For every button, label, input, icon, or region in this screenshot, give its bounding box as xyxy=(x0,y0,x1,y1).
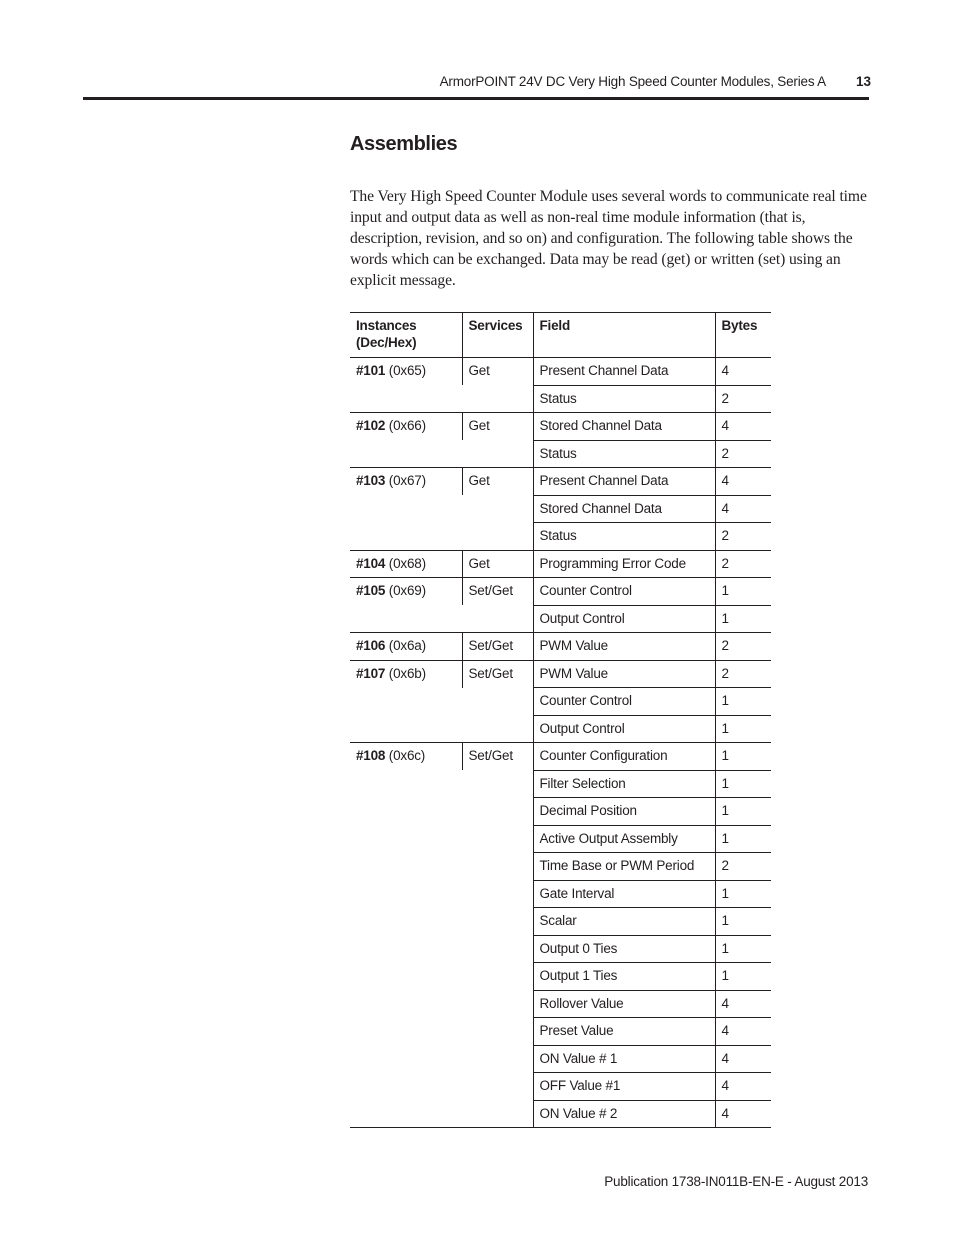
cell-instance xyxy=(350,633,462,661)
cell-field: Status xyxy=(533,440,715,468)
instance-hex: (0x67) xyxy=(388,473,426,488)
cell-field: Counter Control xyxy=(533,688,715,716)
cell-bytes: 1 xyxy=(715,935,771,963)
instance-number: #104 xyxy=(356,555,386,571)
table-row xyxy=(350,963,771,991)
table-row xyxy=(350,798,771,826)
cell-field: Active Output Assembly xyxy=(533,825,715,853)
cell-field: PWM Value xyxy=(533,660,715,688)
cell-bytes: 4 xyxy=(715,990,771,1018)
cell-bytes: 4 xyxy=(715,1073,771,1101)
cell-bytes: 2 xyxy=(715,633,771,661)
cell-field: Output Control xyxy=(533,605,715,633)
header-instances xyxy=(350,313,462,358)
cell-instance xyxy=(350,1018,462,1046)
table-row xyxy=(350,358,771,386)
instance-hex: (0x69) xyxy=(388,583,426,598)
running-header-title: ArmorPOINT 24V DC Very High Speed Counter Modules, Series A xyxy=(439,74,826,89)
cell-instance xyxy=(350,963,462,991)
page-number: 13 xyxy=(856,74,872,89)
table-row xyxy=(350,908,771,936)
cell-instance xyxy=(350,468,462,496)
table-row xyxy=(350,550,771,578)
cell-service: Get xyxy=(462,413,533,441)
instance-hex: (0x65) xyxy=(388,363,426,378)
cell-bytes: 1 xyxy=(715,825,771,853)
cell-service: Get xyxy=(462,468,533,496)
instance-number: #108 xyxy=(356,748,386,763)
cell-field: Counter Control xyxy=(533,578,715,606)
cell-field: Counter Configuration xyxy=(533,743,715,771)
cell-service xyxy=(462,523,533,551)
cell-instance xyxy=(350,358,462,386)
cell-bytes: 1 xyxy=(715,908,771,936)
cell-field: Status xyxy=(533,523,715,551)
cell-field: Output Control xyxy=(533,715,715,743)
instance-hex: (0x6b) xyxy=(388,665,426,681)
table-row xyxy=(350,633,771,661)
cell-service xyxy=(462,385,533,413)
instance-number: #107 xyxy=(356,665,386,681)
table-row xyxy=(350,880,771,908)
header-instances-line1: Instances xyxy=(356,318,417,333)
cell-bytes: 2 xyxy=(715,440,771,468)
cell-field: Time Base or PWM Period xyxy=(533,853,715,881)
instance-number: #102 xyxy=(356,418,386,433)
cell-field: Decimal Position xyxy=(533,798,715,826)
table-row xyxy=(350,1045,771,1073)
table-row xyxy=(350,1073,771,1101)
cell-service xyxy=(462,1100,533,1128)
table-row xyxy=(350,605,771,633)
header-field: Field xyxy=(533,313,715,358)
cell-instance xyxy=(350,935,462,963)
table-row xyxy=(350,770,771,798)
cell-field: Rollover Value xyxy=(533,990,715,1018)
cell-service xyxy=(462,1018,533,1046)
table-row xyxy=(350,440,771,468)
header-rule xyxy=(83,97,869,100)
cell-bytes: 2 xyxy=(715,523,771,551)
table-header-row xyxy=(350,313,771,358)
cell-instance xyxy=(350,578,462,606)
cell-bytes: 1 xyxy=(715,743,771,771)
instance-hex: (0x6a) xyxy=(388,638,426,653)
instance-number: #105 xyxy=(356,583,386,598)
instance-number: #106 xyxy=(356,638,386,653)
cell-instance xyxy=(350,1073,462,1101)
instance-number: #101 xyxy=(356,363,386,378)
cell-field: Stored Channel Data xyxy=(533,413,715,441)
table-row xyxy=(350,715,771,743)
cell-instance xyxy=(350,715,462,743)
cell-instance xyxy=(350,798,462,826)
cell-instance xyxy=(350,660,462,688)
cell-service: Get xyxy=(462,550,533,578)
intro-paragraph: The Very High Speed Counter Module uses several words to communicate real time input and output data as well as non-real time module information (that is, description, revision, and so on) and configuration. The following table shows the words which can be exchanged. Data may be read (get) or written (set) using an explicit message. xyxy=(350,188,867,289)
cell-field: Programming Error Code xyxy=(533,550,715,578)
cell-instance xyxy=(350,1045,462,1073)
assemblies-table xyxy=(350,312,771,1128)
table-row xyxy=(350,385,771,413)
cell-instance xyxy=(350,523,462,551)
cell-bytes: 2 xyxy=(715,550,771,578)
cell-bytes: 1 xyxy=(715,880,771,908)
cell-instance xyxy=(350,853,462,881)
cell-service: Set/Get xyxy=(462,660,533,688)
cell-instance xyxy=(350,688,462,716)
header-bytes: Bytes xyxy=(715,313,771,358)
header-services: Services xyxy=(462,313,533,358)
cell-bytes: 4 xyxy=(715,1100,771,1128)
cell-service xyxy=(462,990,533,1018)
table-row xyxy=(350,825,771,853)
cell-instance xyxy=(350,880,462,908)
instance-number: #103 xyxy=(356,473,386,488)
cell-instance xyxy=(350,825,462,853)
cell-service xyxy=(462,1073,533,1101)
cell-service xyxy=(462,605,533,633)
cell-field: ON Value # 1 xyxy=(533,1045,715,1073)
table-row xyxy=(350,990,771,1018)
cell-service xyxy=(462,880,533,908)
cell-service: Set/Get xyxy=(462,743,533,771)
cell-field: ON Value # 2 xyxy=(533,1100,715,1128)
table-row xyxy=(350,1018,771,1046)
cell-field: Filter Selection xyxy=(533,770,715,798)
cell-service xyxy=(462,688,533,716)
cell-bytes: 4 xyxy=(715,358,771,386)
table-row xyxy=(350,495,771,523)
cell-instance xyxy=(350,908,462,936)
instance-hex: (0x68) xyxy=(388,555,426,571)
cell-service: Set/Get xyxy=(462,633,533,661)
cell-bytes: 1 xyxy=(715,963,771,991)
table-row xyxy=(350,688,771,716)
table-row xyxy=(350,743,771,771)
cell-field: Scalar xyxy=(533,908,715,936)
header-instances-line2: (Dec/Hex) xyxy=(356,335,417,350)
cell-instance xyxy=(350,605,462,633)
cell-field: Preset Value xyxy=(533,1018,715,1046)
cell-bytes: 2 xyxy=(715,385,771,413)
cell-bytes: 1 xyxy=(715,770,771,798)
cell-instance xyxy=(350,413,462,441)
cell-field: Output 1 Ties xyxy=(533,963,715,991)
cell-bytes: 4 xyxy=(715,468,771,496)
cell-instance xyxy=(350,1100,462,1128)
cell-service xyxy=(462,495,533,523)
cell-instance xyxy=(350,550,462,578)
table-row xyxy=(350,523,771,551)
cell-service xyxy=(462,715,533,743)
table-row xyxy=(350,413,771,441)
cell-bytes: 1 xyxy=(715,578,771,606)
cell-bytes: 4 xyxy=(715,413,771,441)
table-row xyxy=(350,578,771,606)
cell-instance xyxy=(350,770,462,798)
cell-instance xyxy=(350,440,462,468)
table-row xyxy=(350,935,771,963)
cell-bytes: 2 xyxy=(715,660,771,688)
cell-field: Output 0 Ties xyxy=(533,935,715,963)
cell-service xyxy=(462,963,533,991)
table-row xyxy=(350,853,771,881)
table-row xyxy=(350,660,771,688)
cell-instance xyxy=(350,495,462,523)
instance-hex: (0x66) xyxy=(388,418,426,433)
cell-service: Set/Get xyxy=(462,578,533,606)
cell-field: Gate Interval xyxy=(533,880,715,908)
cell-service xyxy=(462,908,533,936)
cell-service xyxy=(462,798,533,826)
table-row xyxy=(350,1100,771,1128)
cell-field: Present Channel Data xyxy=(533,468,715,496)
cell-instance xyxy=(350,385,462,413)
cell-service xyxy=(462,440,533,468)
cell-service xyxy=(462,825,533,853)
section-heading: Assemblies xyxy=(350,133,458,155)
cell-bytes: 2 xyxy=(715,853,771,881)
cell-service: Get xyxy=(462,358,533,386)
cell-service xyxy=(462,1045,533,1073)
cell-bytes: 4 xyxy=(715,1045,771,1073)
table-row xyxy=(350,468,771,496)
cell-bytes: 4 xyxy=(715,1018,771,1046)
cell-bytes: 1 xyxy=(715,715,771,743)
cell-instance xyxy=(350,990,462,1018)
cell-bytes: 1 xyxy=(715,605,771,633)
cell-service xyxy=(462,770,533,798)
cell-field: Present Channel Data xyxy=(533,358,715,386)
cell-field: PWM Value xyxy=(533,633,715,661)
instance-hex: (0x6c) xyxy=(388,748,426,763)
cell-field: Stored Channel Data xyxy=(533,495,715,523)
cell-bytes: 1 xyxy=(715,688,771,716)
cell-field: Status xyxy=(533,385,715,413)
cell-instance xyxy=(350,743,462,771)
cell-field: OFF Value #1 xyxy=(533,1073,715,1101)
cell-service xyxy=(462,935,533,963)
cell-bytes: 4 xyxy=(715,495,771,523)
publication-footer: Publication 1738-IN011B-EN-E - August 2013 xyxy=(604,1174,868,1189)
cell-service xyxy=(462,853,533,881)
cell-bytes: 1 xyxy=(715,798,771,826)
